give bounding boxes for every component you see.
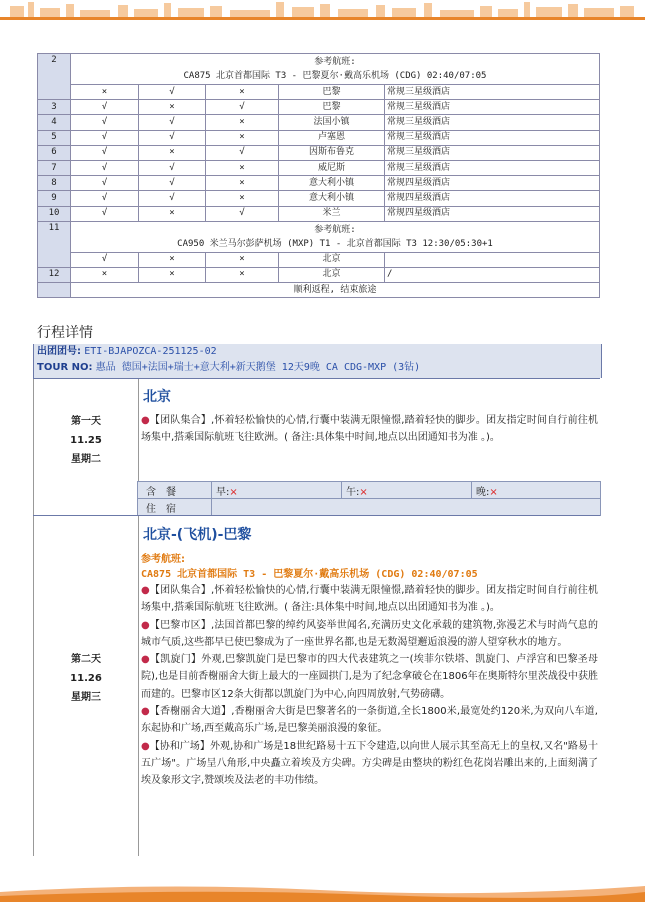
table-row: [38, 221, 600, 252]
lunch-mark: ×: [139, 252, 206, 267]
tour-number-line: [34, 360, 601, 376]
breakfast-mark: √: [71, 100, 139, 115]
table-row: [38, 252, 600, 267]
table-row: [38, 206, 600, 221]
day-paragraph: ●【巴黎市区】,法国首都巴黎的绰约风姿举世闻名,充满历史文化承载的建筑物,弥漫艺术与时尚气息的城市气质,这些都早已使巴黎成为了一座世界名都,也是无数渴望邂逅浪漫的游人望穿秋水的地方。: [141, 619, 598, 648]
dinner-mark: √: [206, 206, 279, 221]
city-cell: 意大利小镇: [279, 176, 385, 191]
dinner-mark: ×: [206, 267, 279, 282]
tour-header: [33, 344, 602, 378]
day-number: 10: [38, 206, 71, 221]
day1-date-column: [33, 379, 139, 515]
group-number-value: ETI-BJAPOZCA-251125-02: [84, 346, 217, 357]
dinner-mark: ×: [206, 176, 279, 191]
hotel-cell: 常规三星级酒店: [385, 145, 600, 160]
table-row: [38, 130, 600, 145]
flight-note-title: 参考航班:: [314, 224, 356, 235]
hotel-cell: 常规四星级酒店: [385, 206, 600, 221]
breakfast-mark: √: [71, 160, 139, 175]
breakfast-mark: √: [71, 115, 139, 130]
lunch-mark: ×: [139, 145, 206, 160]
day-weekday: 星期二: [71, 454, 101, 465]
flight-note: [71, 221, 600, 252]
day-label: 第二天: [71, 654, 101, 665]
day-paragraph: ●【香榭丽舍大道】,香榭丽舍大街是巴黎著名的一条街道,全长1800米,最宽处约120米,为双向八车道,东起协和广场,西至戴高乐广场,是巴黎美丽浪漫的象征。: [141, 706, 598, 735]
lunch-mark: √: [139, 176, 206, 191]
table-row: [38, 54, 600, 85]
breakfast-mark: √: [71, 252, 139, 267]
bullet-icon: ●: [141, 619, 150, 631]
breakfast-mark: √: [71, 176, 139, 191]
breakfast-cell: 早:×: [212, 482, 342, 499]
lunch-mark: √: [139, 115, 206, 130]
city-cell: 巴黎: [279, 100, 385, 115]
hotel-cell: 常规三星级酒店: [385, 160, 600, 175]
day-number: 4: [38, 115, 71, 130]
bullet-icon: ●: [141, 706, 150, 718]
header-banner: [0, 0, 645, 20]
table-row: [38, 283, 600, 298]
flight-note: [71, 54, 600, 85]
bullet-icon: ●: [141, 415, 150, 426]
day-number: 3: [38, 100, 71, 115]
hotel-cell: 常规三星级酒店: [385, 85, 600, 100]
dinner-mark: √: [206, 100, 279, 115]
hotel-cell: 常规四星级酒店: [385, 191, 600, 206]
table-row: [38, 267, 600, 282]
hotel-cell: 常规三星级酒店: [385, 130, 600, 145]
meal-label: 含 餐: [138, 482, 212, 499]
day-city: 北京: [143, 389, 171, 405]
flight-note-text: CA950 米兰马尔彭萨机场 (MXP) T1 - 北京首都国际 T3 12:30/05:30+1: [177, 238, 493, 249]
city-cell: 北京: [279, 252, 385, 267]
day-number: 6: [38, 145, 71, 160]
hotel-cell: 常规三星级酒店: [385, 115, 600, 130]
lunch-mark: ×: [139, 100, 206, 115]
table-row: [38, 85, 600, 100]
section-title: 行程详情: [37, 325, 93, 341]
dinner-mark: ×: [206, 115, 279, 130]
breakfast-mark: √: [71, 191, 139, 206]
tour-number-label: TOUR NO:: [37, 362, 93, 373]
day-weekday: 星期三: [71, 692, 101, 703]
ending-note: 顺利返程, 结束旅途: [71, 283, 600, 298]
bullet-icon: ●: [141, 740, 150, 752]
flight-note-title: 参考航班:: [314, 57, 356, 67]
dinner-cell: 晚:×: [472, 482, 601, 499]
day-paragraph: ●【团队集合】,怀着轻松愉快的心情,行囊中装满无限憧憬,踏着轻快的脚步。团友指定时间自行前往机场集中,搭乘国际航班飞往欧洲。( 备注:具体集中时间,地点以出团通知书为准 。)。: [141, 585, 598, 614]
day-date: 11.26: [70, 673, 102, 684]
flight-info: CA875 北京首都国际 T3 - 巴黎夏尔·戴高乐机场 (CDG) 02:40/07:05: [141, 569, 478, 580]
lunch-mark: √: [139, 191, 206, 206]
dinner-mark: ×: [206, 191, 279, 206]
dinner-mark: ×: [206, 252, 279, 267]
breakfast-mark: √: [71, 130, 139, 145]
group-number-label: 出团团号:: [37, 346, 81, 357]
footer-wave: [0, 880, 645, 902]
dinner-mark: ×: [206, 130, 279, 145]
dinner-mark: ×: [206, 160, 279, 175]
city-cell: 北京: [279, 267, 385, 282]
table-row: [38, 145, 600, 160]
city-cell: 威尼斯: [279, 160, 385, 175]
meal-table: [137, 481, 601, 516]
breakfast-mark: ×: [71, 267, 139, 282]
day-label: 第一天: [71, 416, 101, 427]
table-row: [38, 191, 600, 206]
breakfast-mark: √: [71, 206, 139, 221]
day-number: 8: [38, 176, 71, 191]
lunch-mark: √: [139, 130, 206, 145]
hotel-cell: [385, 252, 600, 267]
flight-note-text: CA875 北京首都国际 T3 - 巴黎夏尔·戴高乐机场 (CDG) 02:40/07:05: [183, 71, 487, 81]
breakfast-mark: √: [71, 145, 139, 160]
day1-content: [141, 386, 598, 447]
day-city: 北京-(飞机)-巴黎: [143, 527, 252, 543]
city-cell: 卢塞恩: [279, 130, 385, 145]
tour-number-value: 惠品 德国+法国+瑞士+意大利+新天鹅堡 12天9晚 CA CDG-MXP (3钻): [95, 362, 421, 373]
lunch-mark: ×: [139, 267, 206, 282]
bullet-icon: ●: [141, 585, 150, 596]
day-paragraph: ●【凯旋门】外观,巴黎凯旋门是巴黎市的四大代表建筑之一(埃菲尔铁塔、凯旋门、卢浮宫和巴黎圣母院),也是目前香榭丽舍大街上最大的一座圆拱门,是为了纪念拿破仑在1806年在奥斯特尔里茨战役中获胜而建的。巴黎市区12条大街都以凯旋门为中心,向四周放射,气势磅礴。: [141, 654, 598, 700]
bullet-icon: ●: [141, 654, 150, 666]
day-paragraph: ●【团队集合】,怀着轻松愉快的心情,行囊中装满无限憧憬,踏着轻快的脚步。团友指定时间自行前往机场集中,搭乘国际航班飞往欧洲。( 备注:具体集中时间,地点以出团通知书为准 。)。: [141, 415, 598, 444]
lunch-cell: 午:×: [342, 482, 472, 499]
table-row: [38, 115, 600, 130]
lunch-mark: √: [139, 160, 206, 175]
day-number: 5: [38, 130, 71, 145]
city-cell: 意大利小镇: [279, 191, 385, 206]
day-date: 11.25: [70, 435, 102, 446]
lunch-mark: √: [139, 85, 206, 100]
day-number: 9: [38, 191, 71, 206]
lunch-mark: ×: [139, 206, 206, 221]
day-number: 7: [38, 160, 71, 175]
breakfast-mark: ×: [71, 85, 139, 100]
day2-content: [141, 524, 598, 790]
city-cell: 巴黎: [279, 85, 385, 100]
city-cell: 因斯布鲁克: [279, 145, 385, 160]
city-cell: 米兰: [279, 206, 385, 221]
table-row: [138, 482, 601, 499]
dinner-mark: ×: [206, 85, 279, 100]
table-row: [38, 100, 600, 115]
table-row: [138, 499, 601, 516]
hotel-cell: 常规四星级酒店: [385, 176, 600, 191]
stay-value: [212, 499, 601, 516]
day-number: 12: [38, 267, 71, 282]
dinner-mark: √: [206, 145, 279, 160]
hotel-cell: 常规三星级酒店: [385, 100, 600, 115]
city-cell: 法国小镇: [279, 115, 385, 130]
table-row: [38, 160, 600, 175]
stay-label: 住 宿: [138, 499, 212, 516]
schedule-table: [37, 53, 600, 298]
table-row: [38, 176, 600, 191]
day-paragraph: ●【协和广场】外观,协和广场是18世纪路易十五下令建造,以向世人展示其至高无上的皇权,又名"路易十五广场"。广场呈八角形,中央矗立着埃及方尖碑。方尖碑是由整块的粉红色花岗岩雕出来的,上面刻满了埃及象形文字,赞颂埃及法老的丰功伟绩。: [141, 740, 598, 787]
flight-label: 参考航班:: [141, 554, 185, 565]
day-number: 2: [38, 54, 71, 100]
hotel-cell: /: [385, 267, 600, 282]
day2-date-column: [33, 516, 139, 856]
group-number-line: [34, 344, 601, 360]
day-number: 11: [38, 221, 71, 267]
